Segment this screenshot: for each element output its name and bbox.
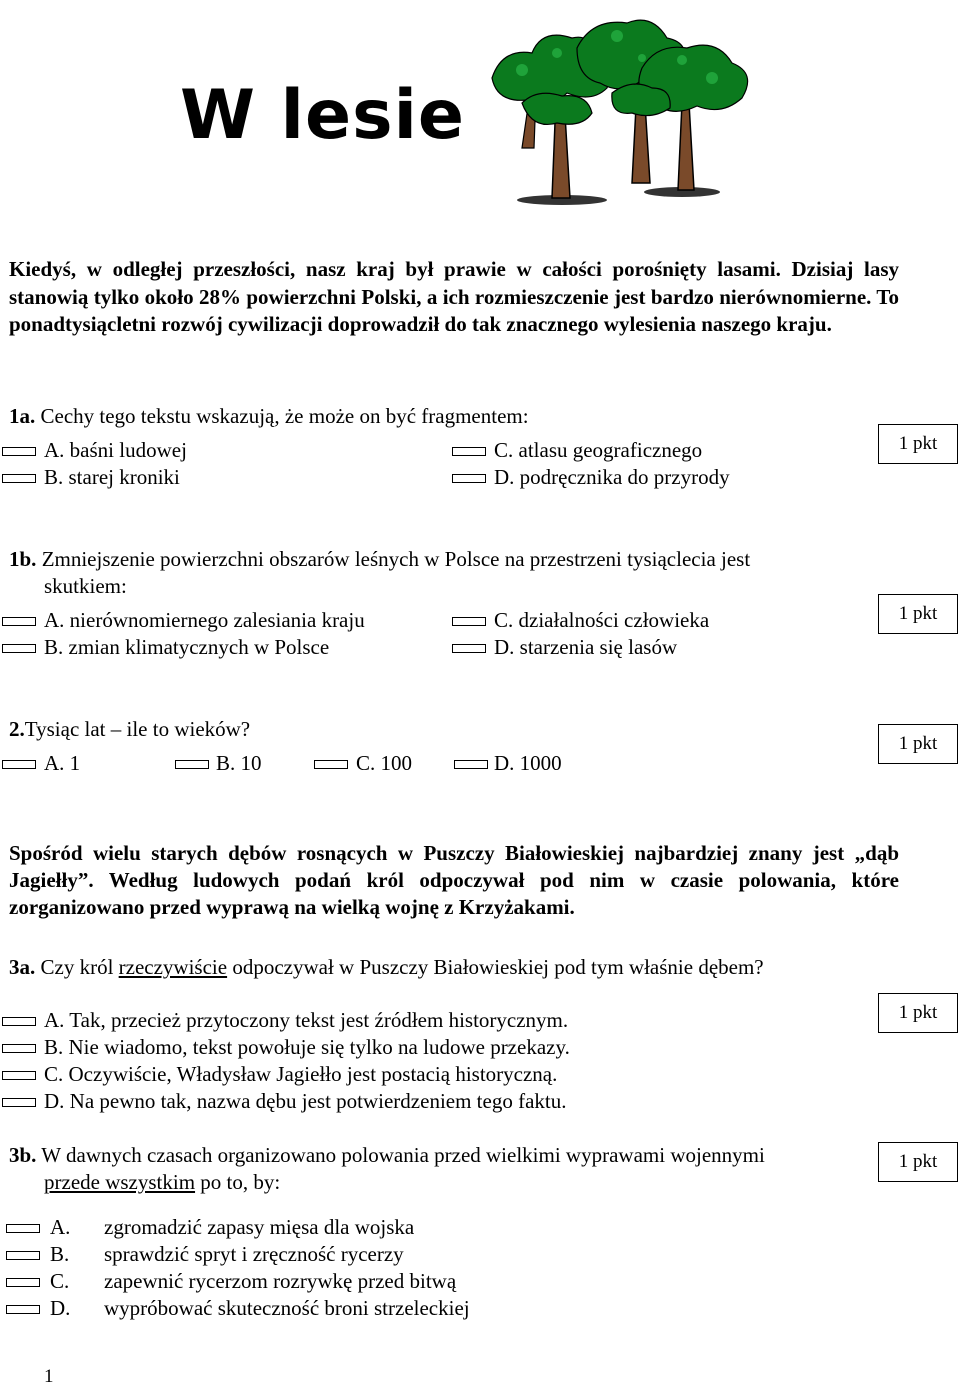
answer-checkbox[interactable] bbox=[2, 1017, 36, 1026]
page-title: W lesie bbox=[180, 76, 466, 155]
answer-checkbox[interactable] bbox=[452, 644, 486, 653]
question-2 bbox=[9, 716, 250, 743]
option-letter: D. bbox=[50, 1296, 71, 1320]
question-3a bbox=[9, 954, 764, 981]
option-b: B. Nie wiadomo, tekst powołuje się tylko na ludowe przekazy. bbox=[44, 1035, 570, 1059]
points-box: 1 pkt bbox=[878, 594, 958, 634]
answer-checkbox[interactable] bbox=[2, 617, 36, 626]
question-text: Cechy tego tekstu wskazują, że może on być fragmentem: bbox=[35, 404, 529, 428]
question-number: 2. bbox=[9, 717, 25, 741]
option-a: zgromadzić zapasy mięsa dla wojska bbox=[104, 1215, 415, 1239]
answer-checkbox[interactable] bbox=[6, 1305, 40, 1314]
option-d: D. Na pewno tak, nazwa dębu jest potwierdzeniem tego faktu. bbox=[44, 1089, 567, 1113]
intro-paragraph: Kiedyś, w odległej przeszłości, nasz kraj był prawie w całości porośnięty lasami. Dzisiaj lasy stanowią tylko około 28% powierzchni Polski, a ich rozmieszczenie jest bardzo nierównomierne. To ponadtysiącletni rozwój cywilizacji doprowadził do tak znacznego wylesienia naszego kraju. bbox=[9, 257, 899, 336]
points-box: 1 pkt bbox=[878, 424, 958, 464]
answer-checkbox[interactable] bbox=[2, 447, 36, 456]
question-text: Czy król bbox=[35, 955, 119, 979]
question-1b bbox=[9, 546, 750, 573]
answer-checkbox[interactable] bbox=[2, 1044, 36, 1053]
question-text: W dawnych czasach organizowano polowania przed wielkimi wyprawami wojennymi bbox=[36, 1143, 765, 1167]
option-c: C. działalności człowieka bbox=[494, 608, 710, 632]
question-text-end: odpoczywał w Puszczy Białowieskiej pod tym właśnie dębem? bbox=[227, 955, 764, 979]
option-a: A. nierównomiernego zalesiania kraju bbox=[44, 608, 365, 632]
option-letter: A. bbox=[50, 1215, 71, 1239]
question-1a bbox=[9, 403, 529, 430]
question-text-continued: skutkiem: bbox=[44, 574, 127, 598]
option-a: A. baśni ludowej bbox=[44, 438, 187, 462]
answer-checkbox[interactable] bbox=[452, 617, 486, 626]
option-letter: C. bbox=[50, 1269, 70, 1293]
points-box: 1 pkt bbox=[878, 1142, 958, 1182]
underlined-word: rzeczywiście bbox=[118, 955, 228, 979]
option-b: B. 10 bbox=[216, 751, 262, 775]
answer-checkbox[interactable] bbox=[2, 474, 36, 483]
question-number: 3a. bbox=[9, 955, 36, 979]
question-3b bbox=[9, 1142, 765, 1169]
option-a: A. 1 bbox=[44, 751, 81, 775]
underlined-phrase: przede wszystkim bbox=[44, 1170, 196, 1194]
option-d: wypróbować skuteczność broni strzeleckiej bbox=[104, 1296, 470, 1320]
pine-trees-illustration bbox=[482, 8, 762, 208]
answer-checkbox[interactable] bbox=[6, 1251, 40, 1260]
question-number: 1b. bbox=[9, 547, 37, 571]
answer-checkbox[interactable] bbox=[175, 760, 209, 769]
answer-checkbox[interactable] bbox=[314, 760, 348, 769]
question-number: 1a. bbox=[9, 404, 36, 428]
option-c: C. Oczywiście, Władysław Jagiełło jest postacią historyczną. bbox=[44, 1062, 558, 1086]
answer-checkbox[interactable] bbox=[454, 760, 488, 769]
page-number: 1 bbox=[44, 1366, 54, 1387]
option-b: B. starej kroniki bbox=[44, 465, 180, 489]
option-letter: B. bbox=[50, 1242, 70, 1266]
option-d: D. 1000 bbox=[494, 751, 562, 775]
option-b: sprawdzić spryt i zręczność rycerzy bbox=[104, 1242, 404, 1266]
points-box: 1 pkt bbox=[878, 724, 958, 764]
question-text-continued bbox=[44, 1169, 280, 1196]
answer-checkbox[interactable] bbox=[452, 474, 486, 483]
answer-checkbox[interactable] bbox=[452, 447, 486, 456]
option-b: B. zmian klimatycznych w Polsce bbox=[44, 635, 330, 659]
answer-checkbox[interactable] bbox=[2, 644, 36, 653]
answer-checkbox[interactable] bbox=[2, 760, 36, 769]
option-c: C. atlasu geograficznego bbox=[494, 438, 703, 462]
answer-checkbox[interactable] bbox=[2, 1098, 36, 1107]
question-text: Tysiąc lat – ile to wieków? bbox=[24, 717, 251, 741]
question-number: 3b. bbox=[9, 1143, 37, 1167]
points-box: 1 pkt bbox=[878, 993, 958, 1033]
option-c: zapewnić rycerzom rozrywkę przed bitwą bbox=[104, 1269, 457, 1293]
option-d: D. starzenia się lasów bbox=[494, 635, 678, 659]
answer-checkbox[interactable] bbox=[6, 1224, 40, 1233]
answer-checkbox[interactable] bbox=[2, 1071, 36, 1080]
option-a: A. Tak, przecież przytoczony tekst jest źródłem historycznym. bbox=[44, 1008, 569, 1032]
question-text-end: po to, by: bbox=[195, 1170, 281, 1194]
option-c: C. 100 bbox=[356, 751, 413, 775]
question-text: Zmniejszenie powierzchni obszarów leśnych w Polsce na przestrzeni tysiąclecia jest bbox=[36, 547, 751, 571]
option-d: D. podręcznika do przyrody bbox=[494, 465, 730, 489]
answer-checkbox[interactable] bbox=[6, 1278, 40, 1287]
story-paragraph: Spośród wielu starych dębów rosnących w Puszczy Białowieskiej najbardziej znany jest „dąb Jagiełły”. Według ludowych podań król odpoczywał pod nim w czasie polowania, które zorganizowano przed wyprawą na wielką wojnę z Krzyżakami. bbox=[9, 841, 899, 919]
